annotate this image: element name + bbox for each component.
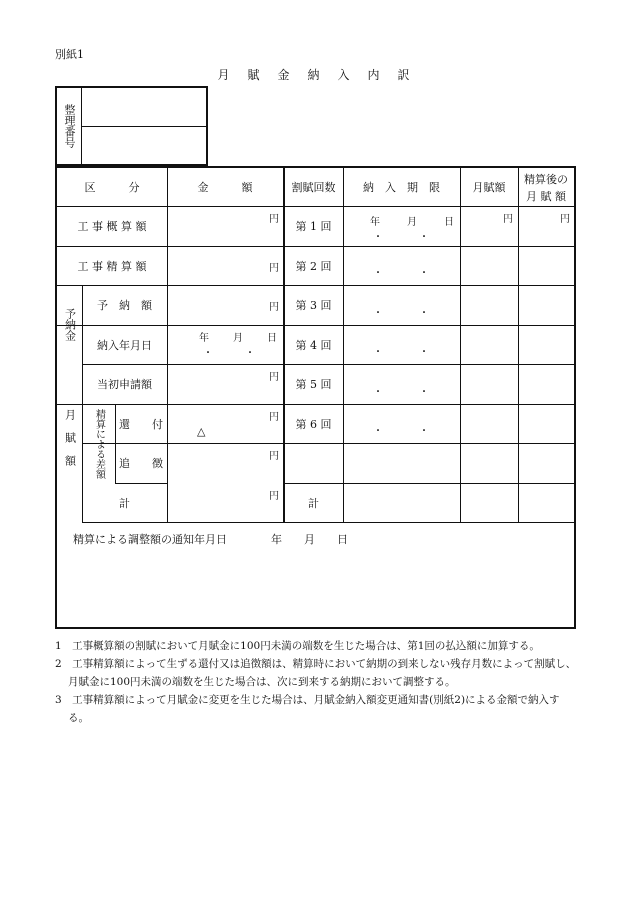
date-year-label: 年: [199, 333, 209, 344]
yen-mark: 円: [560, 214, 570, 225]
note-1: 1 工事概算額の割賦において月賦金に100円未満の端数を生じた場合は、第1回の払込額に加算する。: [55, 640, 540, 652]
header-kigen: 納 入 期 限: [363, 181, 440, 194]
row-kanpu: 還 付: [119, 417, 163, 431]
deadline-dot: ・: [419, 387, 429, 398]
notes: [55, 637, 580, 727]
group-geppugaku: 月賦額: [63, 408, 77, 478]
installment-total: 計: [308, 496, 319, 510]
page-title: 月 賦 金 納 入 内 訳: [217, 68, 413, 82]
row-nyunen: 納入年月日: [97, 338, 152, 352]
installment-4: 第 4 回: [295, 338, 332, 352]
date-month-label: 月: [233, 333, 243, 344]
yen-mark: 円: [269, 451, 279, 462]
note-3: 3 工事精算額によって月賦金に変更を生じた場合は、月賦金納入額変更通知書(別紙2)による金額で納入する。: [55, 694, 560, 724]
deadline-dot: ・: [419, 347, 429, 358]
adjustment-notice-date: 精算による調整額の通知年月日 年 月 日: [73, 533, 348, 546]
deadline-dot: ・: [373, 347, 383, 358]
row-kei: 計: [119, 496, 130, 510]
date-dot: ・: [245, 348, 255, 359]
installment-6: 第 6 回: [295, 417, 332, 431]
group-yonokin: 予納金: [63, 308, 77, 341]
triangle-mark: △: [197, 425, 206, 438]
installment-2: 第 2 回: [295, 259, 332, 273]
header-kaisuu: 割賦回数: [291, 181, 336, 194]
yen-mark: 円: [269, 412, 279, 423]
row-koji-seisan: 工 事 精 算 額: [77, 259, 147, 273]
annex-label: 別紙1: [55, 48, 84, 61]
row-yonogaku: 予 納 額: [97, 299, 152, 312]
yen-mark: 円: [269, 263, 279, 274]
deadline-dot: ・: [373, 426, 383, 437]
installment-1: 第 1 回: [295, 220, 332, 233]
installment-table: [55, 166, 576, 629]
header-kubun: 区 分: [84, 181, 140, 194]
deadline-day-label: 日: [444, 217, 454, 228]
deadline-year-label: 年: [370, 217, 380, 228]
reference-number-label: 整理番号: [57, 88, 82, 164]
header-geppu: 月賦額: [472, 181, 506, 194]
deadline-dot: ・: [419, 232, 429, 243]
installment-5: 第 5 回: [295, 378, 332, 391]
deadline-month-label: 月: [407, 217, 417, 228]
deadline-dot: ・: [419, 268, 429, 279]
deadline-dot: ・: [419, 308, 429, 319]
yen-mark: 円: [269, 214, 279, 225]
row-tosho: 当初申請額: [97, 378, 152, 391]
reference-number-divider: [81, 126, 206, 127]
row-tsuicho: 追 徴: [119, 457, 163, 470]
date-dot: ・: [203, 348, 213, 359]
header-seisango-2: 月 賦 額: [526, 189, 566, 203]
header-seisango-1: 精算後の: [524, 172, 568, 186]
yen-mark: 円: [269, 491, 279, 502]
deadline-dot: ・: [373, 308, 383, 319]
deadline-dot: ・: [373, 387, 383, 398]
group-seisan-sagaku: 精算による差額: [93, 408, 105, 479]
yen-mark: 円: [269, 372, 279, 383]
deadline-dot: ・: [419, 426, 429, 437]
row-koji-gaisan: 工 事 概 算 額: [77, 220, 147, 233]
yen-mark: 円: [503, 214, 513, 225]
header-kingaku: 金 額: [197, 181, 253, 194]
date-day-label: 日: [267, 333, 277, 344]
reference-number-box: [55, 86, 208, 166]
deadline-dot: ・: [373, 268, 383, 279]
yen-mark: 円: [269, 302, 279, 313]
installment-3: 第 3 回: [295, 299, 332, 312]
deadline-dot: ・: [373, 232, 383, 243]
note-2: 2 工事精算額によって生ずる還付又は追徴額は、精算時において納期の到来しない残存月数によって割賦し、月賦金に100円未満の端数を生じた場合は、次に到来する納期において調整する。: [55, 658, 577, 688]
